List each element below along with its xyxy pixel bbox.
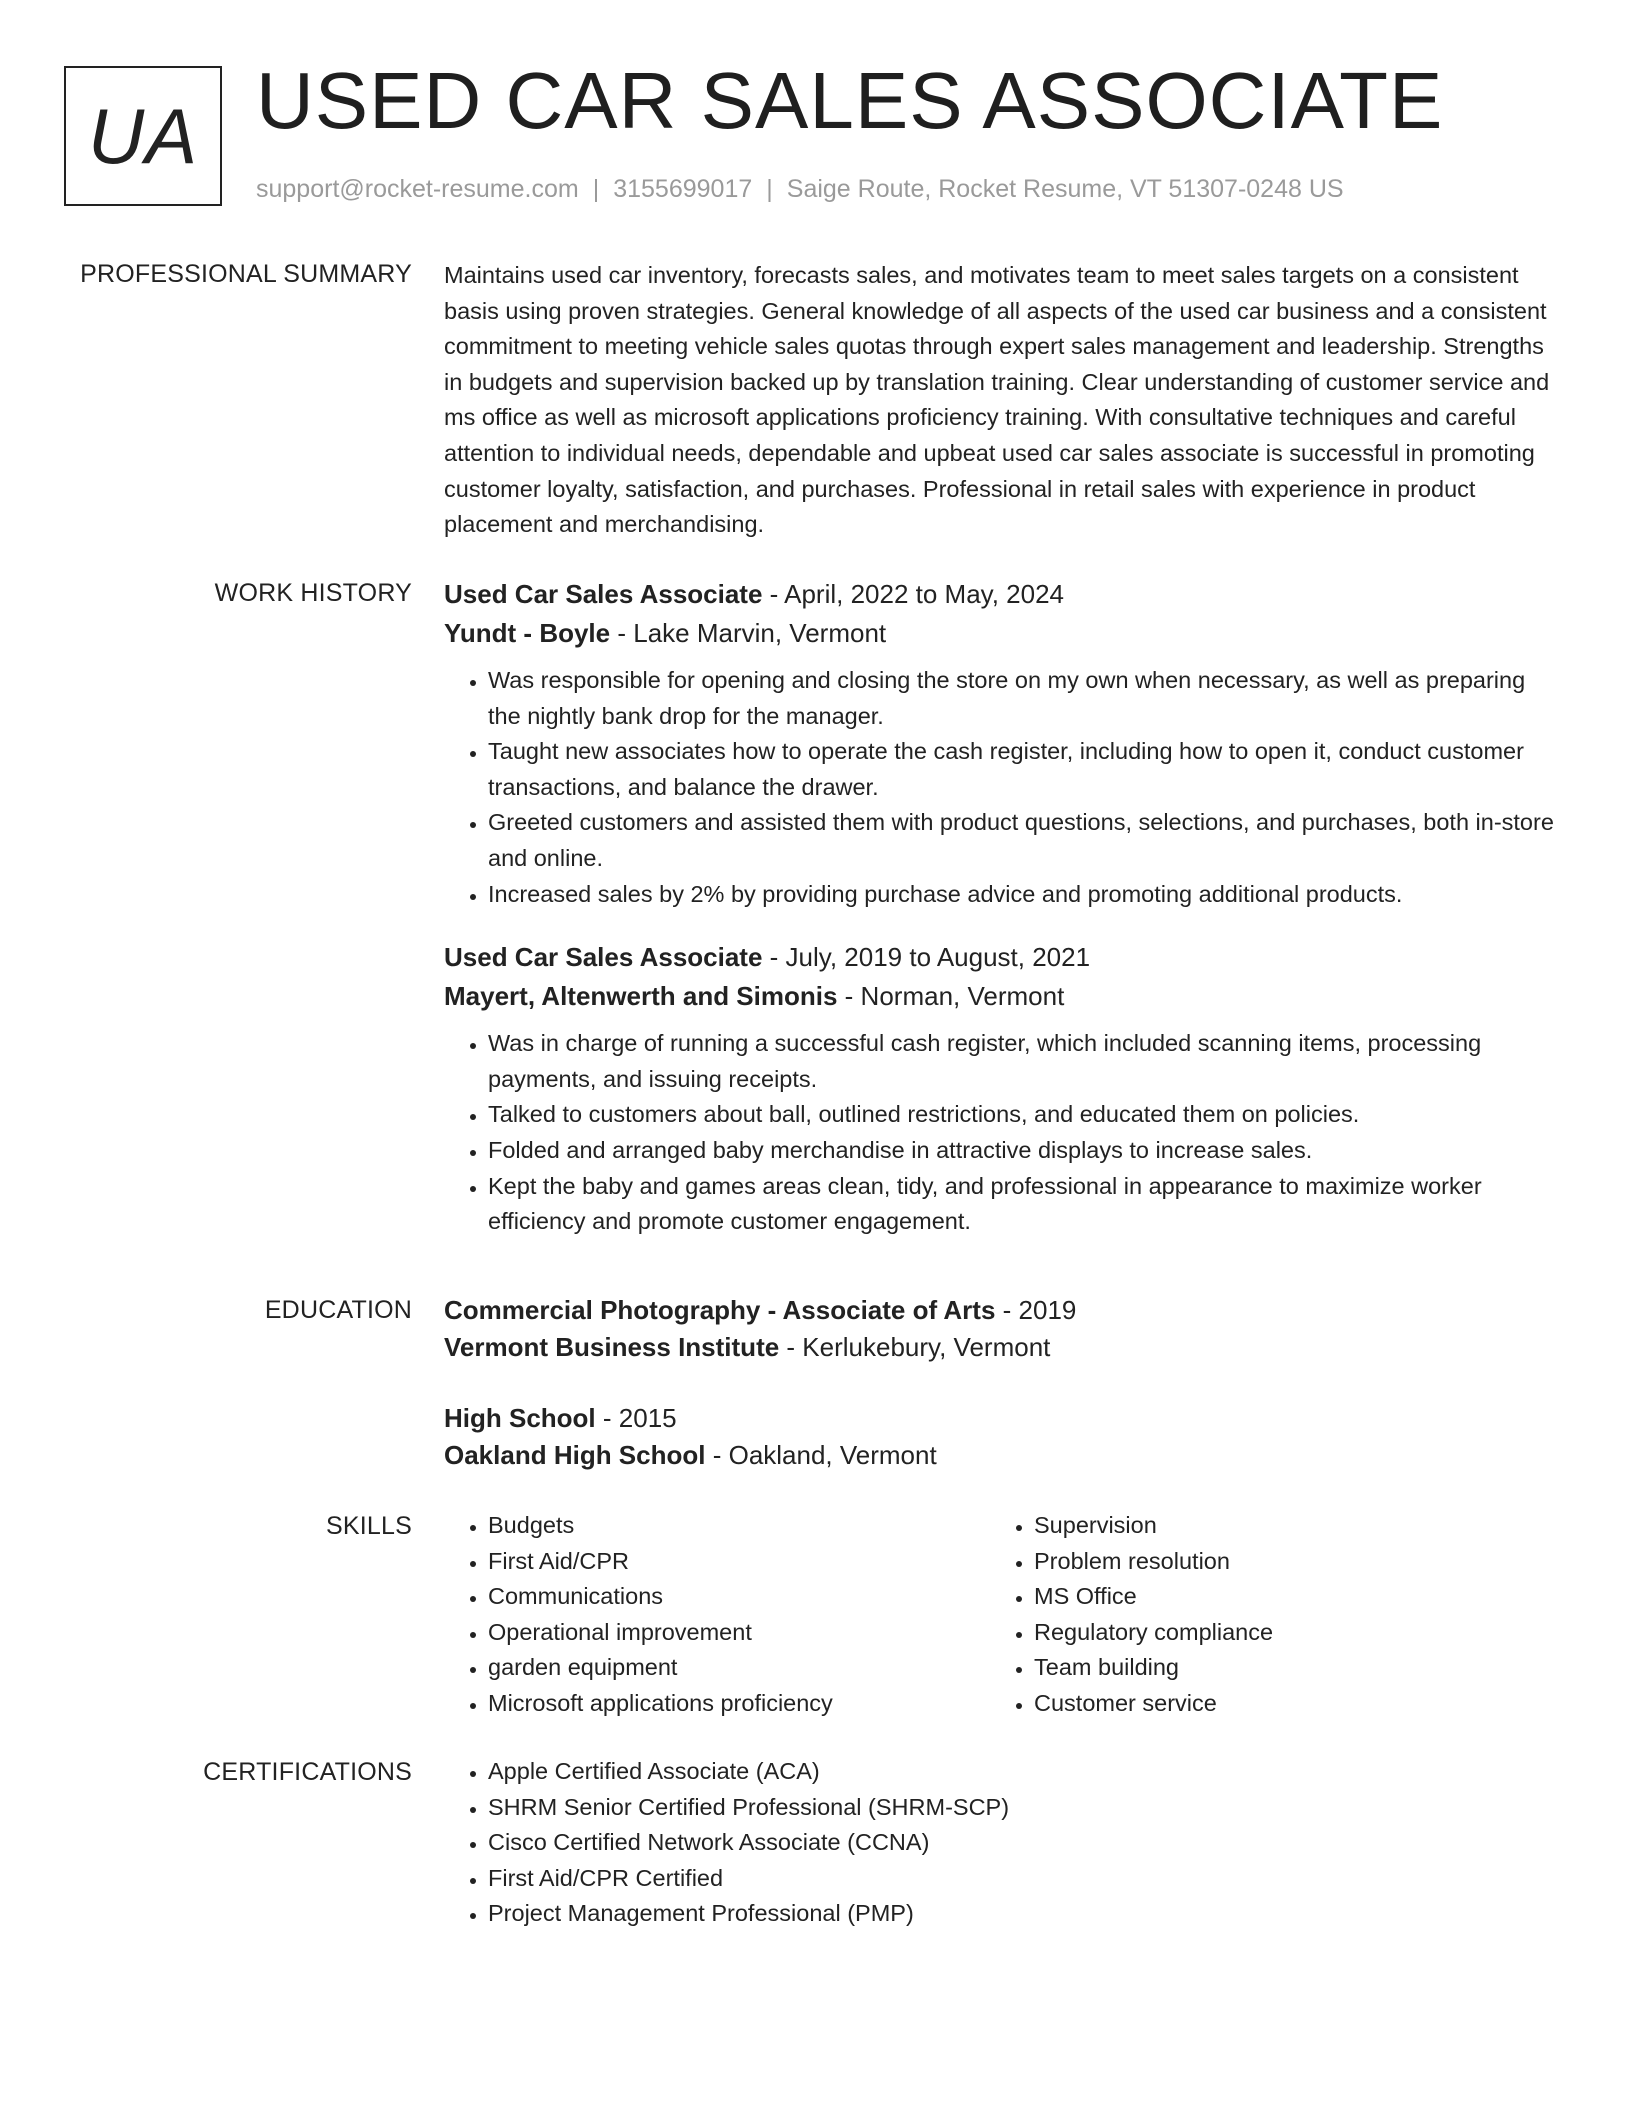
- certifications-body: [444, 1754, 1556, 1932]
- degree-name: Commercial Photography - Associate of Arts: [444, 1295, 996, 1325]
- resume-title: USED CAR SALES ASSOCIATE: [256, 56, 1444, 145]
- contact-email[interactable]: support@rocket-resume.com: [256, 175, 579, 203]
- list-item: • garden equipment: [488, 1650, 990, 1686]
- section-heading: SKILLS: [326, 1512, 412, 1540]
- list-item: • Supervision: [1034, 1508, 1536, 1544]
- monogram-box: [64, 66, 222, 206]
- list-item: • Communications: [488, 1579, 990, 1615]
- school-name: Vermont Business Institute: [444, 1332, 780, 1362]
- list-item: • Was responsible for opening and closing the store on my own when necessary, as well as preparing the nightly bank drop for the manager.: [488, 663, 1556, 734]
- job-location: - Lake Marvin, Vermont: [610, 618, 887, 648]
- list-item: • Microsoft applications proficiency: [488, 1686, 990, 1722]
- section-heading: PROFESSIONAL SUMMARY: [80, 260, 412, 288]
- job-bullet-list: [444, 1026, 1556, 1240]
- job-title: Used Car Sales Associate: [444, 579, 763, 609]
- summary-body: [444, 258, 1556, 543]
- list-item: • Greeted customers and assisted them with product questions, selections, and purchases, both in-store and online.: [488, 805, 1556, 876]
- list-item: • Budgets: [488, 1508, 990, 1544]
- degree-name: High School: [444, 1403, 596, 1433]
- list-item: • Folded and arranged baby merchandise in attractive displays to increase sales.: [488, 1133, 1556, 1169]
- degree-year: - 2019: [995, 1295, 1077, 1325]
- list-item: • Regulatory compliance: [1034, 1615, 1536, 1651]
- list-item: • Cisco Certified Network Associate (CCNA): [488, 1825, 1556, 1861]
- education-body: [444, 1292, 1556, 1474]
- job-title-line: [444, 575, 1556, 614]
- job-entry: [444, 575, 1556, 912]
- list-item: • Project Management Professional (PMP): [488, 1896, 1556, 1932]
- job-company: Mayert, Altenwerth and Simonis: [444, 981, 838, 1012]
- list-item: • MS Office: [1034, 1579, 1536, 1615]
- degree-line: [444, 1400, 1556, 1437]
- skills-grid: [444, 1508, 1556, 1722]
- list-item: • Problem resolution: [1034, 1544, 1536, 1580]
- job-entry: [444, 938, 1556, 1240]
- school-line: [444, 1437, 1556, 1474]
- job-location: - Norman, Vermont: [837, 981, 1065, 1012]
- list-item: • Was in charge of running a successful cash register, which included scanning items, processing payments, and issuing receipts.: [488, 1026, 1556, 1097]
- list-item: • Increased sales by 2% by providing purchase advice and promoting additional products.: [488, 877, 1556, 913]
- list-item: • First Aid/CPR: [488, 1544, 990, 1580]
- education-entry: [444, 1400, 1556, 1474]
- list-item: • First Aid/CPR Certified: [488, 1861, 1556, 1897]
- contact-separator: |: [592, 175, 600, 203]
- list-item: • Team building: [1034, 1650, 1536, 1686]
- certifications-list: [444, 1754, 1556, 1932]
- work-history-body: [444, 575, 1556, 1240]
- section-heading: CERTIFICATIONS: [203, 1758, 412, 1786]
- contact-separator: |: [766, 175, 773, 203]
- degree-year: - 2015: [595, 1403, 677, 1433]
- section-heading: EDUCATION: [264, 1296, 412, 1324]
- school-name: Oakland High School: [444, 1440, 706, 1470]
- school-location: - Kerlukebury, Vermont: [779, 1332, 1051, 1362]
- list-item: • Customer service: [1034, 1686, 1536, 1722]
- list-item: • Apple Certified Associate (ACA): [488, 1754, 1556, 1790]
- job-title: Used Car Sales Associate: [444, 942, 763, 973]
- job-dates: - July, 2019 to August, 2021: [762, 942, 1091, 973]
- skills-body: [444, 1508, 1556, 1722]
- section-heading: WORK HISTORY: [214, 579, 412, 607]
- contact-phone[interactable]: 3155699017: [613, 175, 753, 203]
- school-line: [444, 1329, 1556, 1366]
- list-item: • SHRM Senior Certified Professional (SHRM-SCP): [488, 1790, 1556, 1826]
- job-bullet-list: [444, 663, 1556, 912]
- contact-line: [256, 172, 1344, 206]
- skills-list-left: [444, 1508, 990, 1722]
- job-company-line: [444, 977, 1556, 1016]
- monogram-initials: UA: [87, 91, 199, 180]
- education-entry: [444, 1292, 1556, 1366]
- job-title-line: [444, 938, 1556, 977]
- job-company: Yundt - Boyle: [444, 618, 611, 648]
- degree-line: [444, 1292, 1556, 1329]
- list-item: • Taught new associates how to operate the cash register, including how to open it, conduct customer transactions, and balance the drawer.: [488, 734, 1556, 805]
- school-location: - Oakland, Vermont: [705, 1440, 937, 1470]
- skills-list-right: [990, 1508, 1536, 1722]
- list-item: • Talked to customers about ball, outlined restrictions, and educated them on policies.: [488, 1097, 1556, 1133]
- job-company-line: [444, 614, 1556, 653]
- list-item: • Operational improvement: [488, 1615, 990, 1651]
- summary-text: Maintains used car inventory, forecasts sales, and motivates team to meet sales targets on a consistent basis using proven strategies. General knowledge of all aspects of the used car business and a consistent commitment to meeting vehicle sales quotas through expert sales management and leadership. Strengths in budgets and supervision backed up by translation training. Clear understanding of customer service and ms office as well as microsoft applications proficiency training. With consultative techniques and careful attention to individual needs, dependable and upbeat used car sales associate is successful in promoting customer loyalty, satisfaction, and purchases. Professional in retail sales with experience in product placement and merchandising.: [444, 262, 1550, 538]
- contact-address: Saige Route, Rocket Resume, VT 51307-0248 US: [786, 175, 1344, 203]
- list-item: • Kept the baby and games areas clean, tidy, and professional in appearance to maximize worker efficiency and promote customer engagement.: [488, 1169, 1556, 1240]
- job-dates: - April, 2022 to May, 2024: [762, 579, 1065, 609]
